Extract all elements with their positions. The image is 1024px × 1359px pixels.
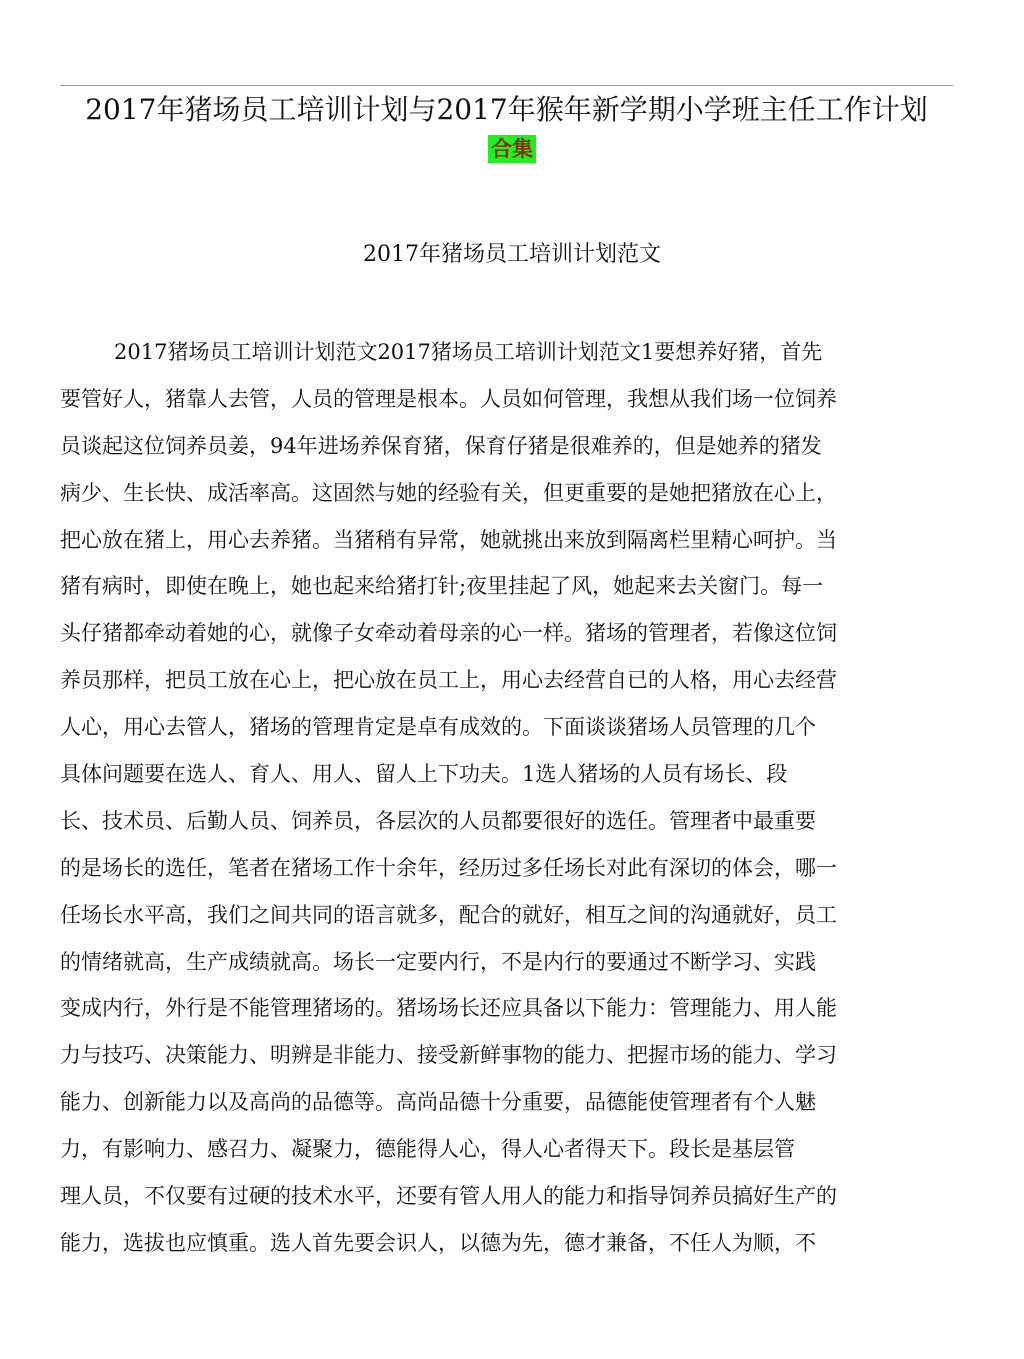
paragraph-line: 理人员，不仅要有过硬的技术水平，还要有管人用人的能力和指导饲养员搞好生产的 (60, 1184, 837, 1209)
paragraph-line: 变成内行，外行是不能管理猪场的。猪场场长还应具备以下能力：管理能力、用人能 (60, 996, 837, 1021)
compilation-badge: 合集 (488, 135, 536, 163)
paragraph-line: 具体问题要在选人、育人、用人、留人上下功夫。1选人猪场的人员有场长、段 (60, 762, 788, 787)
paragraph-line: 能力、创新能力以及高尚的品德等。高尚品德十分重要，品德能使管理者有个人魅 (60, 1090, 816, 1115)
paragraph-line: 的是场长的选任，笔者在猪场工作十余年，经历过多任场长对此有深切的体会，哪一 (60, 855, 837, 880)
document-title: 2017年猪场员工培训计划与2017年猴年新学期小学班主任工作计划 (85, 93, 928, 126)
header-rule (60, 85, 953, 86)
paragraph-line: 人心，用心去管人，猪场的管理肯定是卓有成效的。下面谈谈猪场人员管理的几个 (60, 715, 816, 740)
paragraph-line: 病少、生长快、成活率高。这固然与她的经验有关，但更重要的是她把猪放在心上， (60, 480, 837, 505)
paragraph-line: 长、技术员、后勤人员、饲养员，各层次的人员都要很好的选任。管理者中最重要 (60, 808, 816, 833)
paragraph-line: 2017猪场员工培训计划范文2017猪场员工培训计划范文1要想养好猪，首先 (114, 340, 823, 364)
paragraph-line: 任场长水平高，我们之间共同的语言就多，配合的就好，相互之间的沟通就好，员工 (60, 902, 837, 927)
paragraph-line: 头仔猪都牵动着她的心，就像子女牵动着母亲的心一样。猪场的管理者，若像这位饲 (60, 621, 837, 646)
paragraph-line: 猪有病时，即使在晚上，她也起来给猪打针;夜里挂起了风，她起来去关窗门。每一 (60, 574, 824, 599)
paragraph-line: 力与技巧、决策能力、明辨是非能力、接受新鲜事物的能力、把握市场的能力、学习 (60, 1043, 837, 1068)
paragraph-line: 的情绪就高，生产成绩就高。场长一定要内行，不是内行的要通过不断学习、实践 (60, 949, 816, 974)
section-title: 2017年猪场员工培训计划范文 (363, 242, 661, 267)
paragraph-line: 把心放在猪上，用心去养猪。当猪稍有异常，她就挑出来放到隔离栏里精心呵护。当 (60, 527, 837, 552)
paragraph-line: 要管好人，猪靠人去管，人员的管理是根本。人员如何管理，我想从我们场一位饲养 (60, 386, 837, 411)
paragraph-line: 力，有影响力、感召力、凝聚力，德能得人心，得人心者得天下。段长是基层管 (60, 1137, 795, 1162)
paragraph-line: 能力，选拔也应慎重。选人首先要会识人，以德为先，德才兼备，不任人为顺，不 (60, 1230, 816, 1255)
body-text (60, 336, 940, 1274)
paragraph-line: 员谈起这位饲养员姜，94年进场养保育猪，保育仔猪是很难养的，但是她养的猪发 (60, 433, 822, 458)
paragraph-line: 养员那样，把员工放在心上，把心放在员工上，用心去经营自已的人格，用心去经营 (60, 668, 837, 693)
badge-container (0, 135, 1024, 163)
